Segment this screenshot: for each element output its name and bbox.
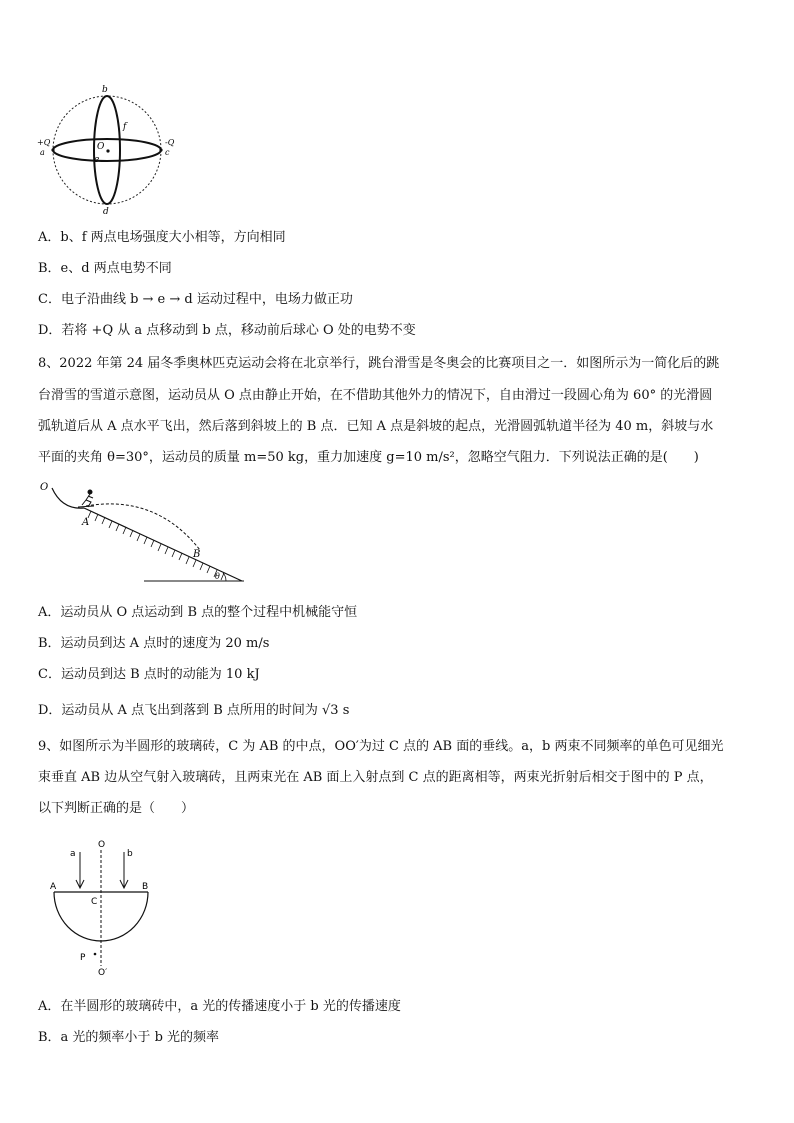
label-theta: θ <box>215 572 220 581</box>
label-P: P <box>80 953 86 963</box>
q7-option-b: B．e、d 两点电势不同 <box>38 261 172 276</box>
q9-option-b: B．a 光的频率小于 b 光的频率 <box>38 1030 220 1045</box>
q8-stem-line-4: 平面的夹角 θ=30°，运动员的质量 m=50 kg，重力加速度 g=10 m/s²，忽略空气阻力．下列说法正确的是( ) <box>38 450 699 465</box>
label-O: O <box>97 142 105 152</box>
label-minus-q: -Q <box>165 138 175 147</box>
flight-trajectory <box>86 504 200 550</box>
label-a: a <box>70 849 76 859</box>
label-e: e <box>94 155 100 165</box>
point-c-dot <box>159 148 162 151</box>
label-C: C <box>91 897 98 907</box>
label-B: B <box>142 882 149 892</box>
q9-glass-brick-figure <box>44 836 164 978</box>
q8-option-d: D．运动员从 A 点飞出到落到 B 点所用的时间为 √3 s <box>38 703 350 718</box>
q8-option-b: B．运动员到达 A 点时的速度为 20 m/s <box>38 636 270 651</box>
q9-stem-line-1: 9、如图所示为半圆形的玻璃砖，C 为 AB 的中点，OO′为过 C 点的 AB 面的垂线。a，b 两束不同频率的单色可见细光 <box>38 739 724 754</box>
label-O-bottom: O′ <box>98 968 108 978</box>
q9-stem-line-3: 以下判断正确的是（ ） <box>38 801 195 816</box>
q9-stem-line-2: 束垂直 AB 边从空气射入玻璃砖，且两束光在 AB 面上入射点到 C 点的距离相等，两束光折射后相交于图中的 P 点， <box>38 770 713 785</box>
q8-option-a: A．运动员从 O 点运动到 B 点的整个过程中机械能守恒 <box>38 605 358 620</box>
point-P-dot <box>94 953 97 956</box>
label-A: A <box>50 882 57 892</box>
center-dot <box>106 149 109 152</box>
slope-hatching <box>88 511 224 580</box>
skier-figure <box>78 490 94 507</box>
slope-line <box>84 508 242 581</box>
q8-stem-line-3: 弧轨道后从 A 点水平飞出，然后落到斜坡上的 B 点．已知 A 点是斜坡的起点，光滑圆弧轨道半径为 40 m，斜坡与水 <box>38 419 714 434</box>
label-O-top: O <box>98 840 106 850</box>
label-b: b <box>102 85 108 95</box>
q7-sphere-figure <box>30 78 190 220</box>
q8-stem-line-2: 台滑雪的雪道示意图，运动员从 O 点由静止开始，在不借助其他外力的情况下，自由滑过一段圆心角为 60° 的光滑圆 <box>38 388 713 403</box>
label-a: a <box>40 148 45 157</box>
label-f: f <box>123 122 127 132</box>
q7-option-c: C．电子沿曲线 b → e → d 运动过程中，电场力做正功 <box>38 292 353 307</box>
q8-option-c: C．运动员到达 B 点时的动能为 10 kJ <box>38 667 260 682</box>
label-plus-q: +Q <box>37 138 51 147</box>
label-d: d <box>103 207 109 217</box>
q8-ski-jump-figure <box>36 478 251 588</box>
arc-track <box>52 488 84 508</box>
q8-stem-line-1: 8、2022 年第 24 届冬季奥林匹克运动会将在北京举行，跳台滑雪是冬奥会的比赛项目之一．如图所示为一简化后的跳 <box>38 356 720 371</box>
label-c: c <box>165 148 170 157</box>
label-O: O <box>40 482 49 493</box>
label-A: A <box>82 517 90 528</box>
q7-option-d: D．若将 +Q 从 a 点移动到 b 点，移动前后球心 O 处的电势不变 <box>38 323 416 338</box>
q9-option-a: A．在半圆形的玻璃砖中，a 光的传播速度小于 b 光的传播速度 <box>38 999 401 1014</box>
point-a-dot <box>51 148 54 151</box>
label-b: b <box>127 849 133 859</box>
label-B: B <box>193 549 201 560</box>
q7-option-a: A．b、f 两点电场强度大小相等，方向相同 <box>38 230 286 245</box>
